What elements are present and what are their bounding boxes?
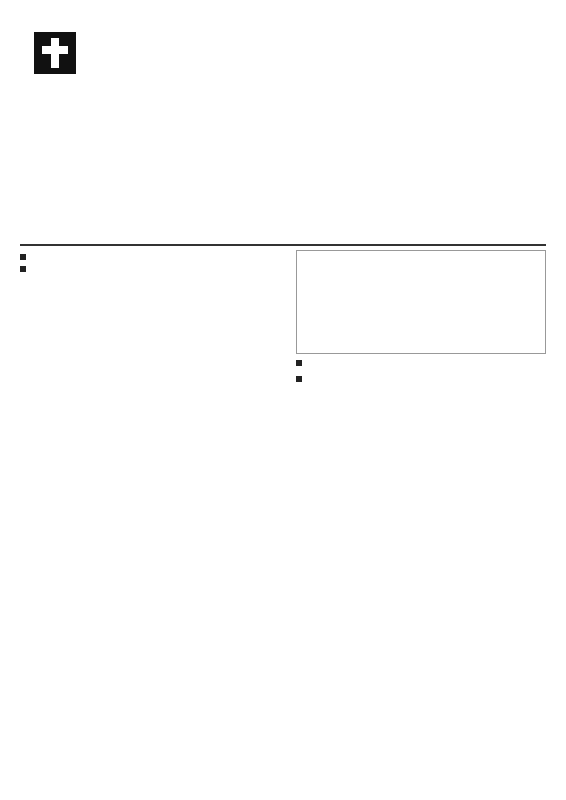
prayer-section: [296, 360, 546, 366]
church-logo-icon: [30, 28, 80, 78]
bullet-square-icon: [296, 360, 302, 366]
header-divider: [20, 244, 546, 246]
bullet-square-icon: [20, 254, 26, 260]
church-header: [20, 28, 310, 272]
marian-evening-box: [296, 250, 546, 354]
right-column: [296, 250, 546, 386]
left-column: [20, 250, 282, 274]
section-title: [296, 360, 546, 366]
section-title: [296, 376, 546, 382]
bullet-square-icon: [20, 266, 26, 272]
section-title: [20, 254, 282, 260]
bullet-square-icon: [296, 376, 302, 382]
section-title: [20, 266, 282, 272]
